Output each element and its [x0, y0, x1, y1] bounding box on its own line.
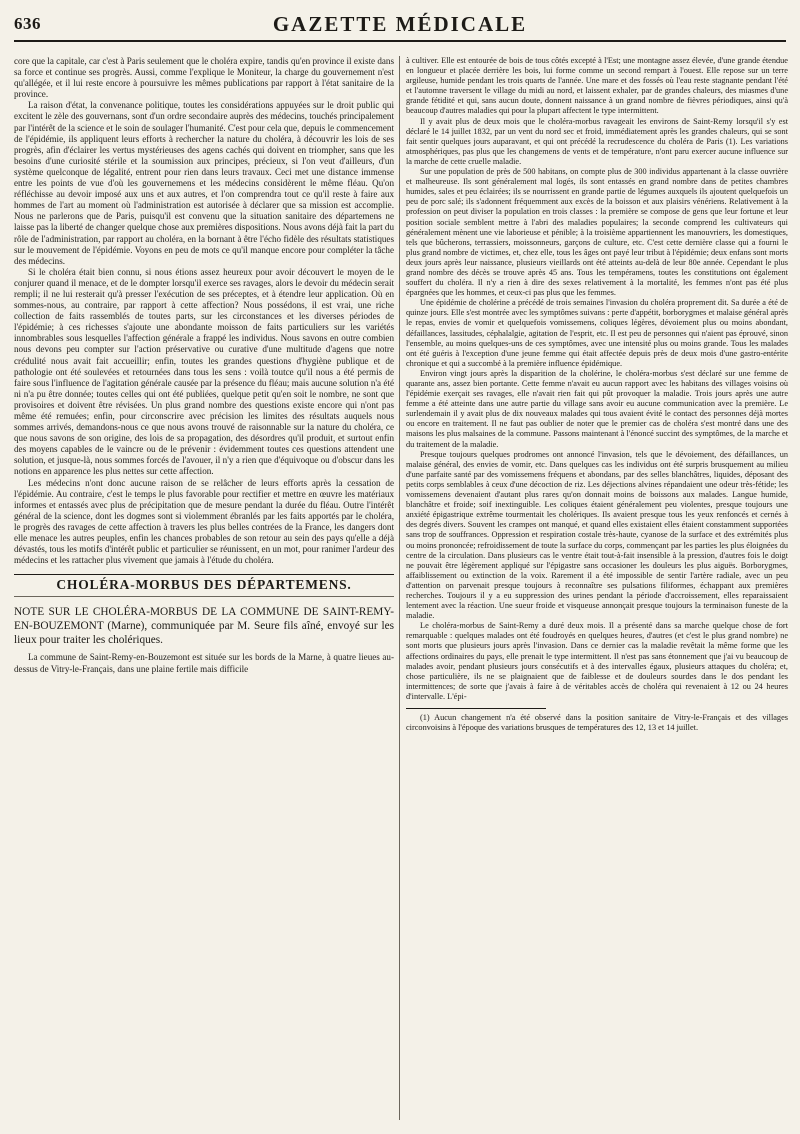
- article-paragraph: Sur une population de près de 500 habitans, on compte plus de 300 individus appartenant à la classe ouvrière et malheureuse. Ils sont généralement mal logés, ils sont entassés en grand nombre dans de petites chambres humides, sales et peu éclairées; ils se nourrissent en grande partie de légumes auxquels ils ajoutent quelquefois un peu de porc salé; ils s'adonnent fréquemment aux excès de la boisson et aux plaisirs vénériens. Relativement à la profession on peut diviser la population en trois classes : la première se compose de gens que leur fortune et leur position sociale semblent mettre à l'abri des maladies populaires; la seconde comprend les cultivateurs qui généralement mènent une vie laborieuse et pénible; à la troisième appartiennent les manouvriers, les domestiques, tels que bûcherons, terrassiers, moissonneurs, garçons de culture, etc. C'est cette dernière classe qui a fourni le plus grand nombre de victimes, et, chez elle, tous les âges ont payé leur tribut à l'épidémie; deux enfans sont morts deux jours après leur naissance, plusieurs vieillards ont été atteints au-delà de leur 80e année. Cependant le plus grand nombre des décès se trouve après 45 ans. Tous les tempéramens, toutes les constitutions ont également souffert du choléra. Il n'y a rien à dire des sexes relativement à la mortalité, les femmes n'ont pas été plus épargnées que les hommes, et ceux-ci pas plus que les femmes.: [406, 167, 788, 298]
- article-paragraph: Une épidémie de cholérine a précédé de trois semaines l'invasion du choléra proprement dit. Sa durée a été de quinze jours. Elle s'est montrée avec les symptômes suivans : perte d'appétit, borborygmes et malaise général après le repas, envies de vomir et quelquefois vomissemens, coliques légères, dévoiement plus ou moins abondant, défaillances, lassitudes, céphalalgie, agitation de l'esprit, etc. Il est peu de personnes qui n'aient pas éprouvé, sinon l'ensemble, au moins quelques-uns de ces symptômes, avec une intensité plus ou moins grande. Tous les malades ont été guéris à l'exception d'une jeune femme qui était affectée depuis près de deux mois d'une gastro-entérite chronique et qui a succombé à la première influence épidémique.: [406, 298, 788, 368]
- gazette-title: GAZETTE MÉDICALE: [272, 12, 528, 36]
- article-paragraph: à cultiver. Elle est entourée de bois de tous côtés excepté à l'Est; une montagne assez élevée, d'une grande étendue en longueur et placée derrière les bois, lui forme comme un second rempart à l'ouest. Elle repose sur un terre argileuse, humide pendant les trois quarts de l'année. Une mare et des fossés où l'eau reste stagnante pendant l'été et l'automne traversent le village du midi au nord, et laissent exhaler, par de grandes chaleurs, des miasmes d'une grande fétidité et qui, sans aucun doute, donnent naissance à un grand nombre de fièvres périodiques, ainsi qu'à beaucoup d'autres maladies qui pour la plupart affectent le type intermittent.: [406, 56, 788, 116]
- left-column: [14, 56, 394, 1126]
- article-paragraph: La raison d'état, la convenance politique, toutes les considérations appuyées sur le droit public qui excitent le zèle des gouvernans, sont d'un ordre secondaire auprès des médecins, touchés principalement par l'intérêt de la science et le soin de soulager l'humanité. C'est pour cela que, depuis le commencement de l'épidémie, ils appliquent leurs efforts à rechercher la nature du choléra, à découvrir les lois de ses progrès, afin d'éclairer les vertus mystérieuses des agens cachés qui doivent en triompher, sans que les besoins d'une curiosité stérile et la soumission aux principes, précieux, si l'on veut d'ailleurs, d'un système quelconque de légalité, entrent pour rien dans leurs travaux. Ceci met une distance immense entre les points de vue d'où les gouvernemens et les médecins considèrent le même fléau. Qu'on réfléchisse au devoir imposé aux uns et aux autres, et l'on comprendra tout ce qu'il reste à faire aux hommes de l'art au moment où l'administration est autorisée à déclarer que sa mission est accomplie. Nous ne parlerons que de Paris, puisqu'il est convenu que la situation sanitaire des départemens ne laisse pas la liberté de changer quelque chose aux premières dispositions. Nous avons déjà fait la part du rôle de l'administration, par rapport au choléra, en la bornant à être l'écho fidèle des résultats statistiques sur le mouvement de l'épidémie. Voyons en peu de mots ce qu'il manque encore pour compléter la tâche des médecins.: [14, 100, 394, 266]
- article-paragraph: La commune de Saint-Remy-en-Bouzemont est située sur les bords de la Marne, à quatre lieues au-dessus de Vitry-le-Français, dans une plaine fertile mais difficile: [14, 652, 394, 674]
- article-paragraph: core que la capitale, car c'est à Paris seulement que le choléra expire, tandis qu'en province il existe dans sa force et continue ses progrès. Aussi, comme l'explique le Moniteur, la charge du gouvernement n'est qu'allégée, et il lui reste encore à poursuivre les mêmes publications par rapport à l'état sanitaire de la province.: [14, 56, 394, 100]
- article-paragraph: Il y avait plus de deux mois que le choléra-morbus ravageait les environs de Saint-Remy lorsqu'il s'y est déclaré le 14 juillet 1832, par un vent du nord sec et froid, immédiatement après les grandes chaleurs, qui se sont fait sentir quelques jours auparavant, et qui ont précédé la recrudescence du choléra de Paris (1). Les variations atmosphériques, pas plus que les changemens de vents et de température, n'ont paru exercer aucune influence sur la marche de cette cruelle maladie.: [406, 116, 788, 166]
- page-header: [14, 6, 786, 42]
- page-number: 636: [14, 14, 41, 33]
- article-subheading: NOTE SUR LE CHOLÉRA-MORBUS DE LA COMMUNE DE SAINT-REMY-EN-BOUZEMONT (Marne), communiquée par M. Seure fils aîné, envoyé sur les lieux pour traiter les cholériques.: [14, 606, 394, 647]
- footnote: (1) Aucun changement n'a été observé dans la position sanitaire de Vitry-le-Français et des villages circonvoisins à l'époque des variations brusques de températures des 12, 13 et 14 juillet.: [406, 713, 788, 733]
- article-paragraph: Environ vingt jours après la disparition de la cholérine, le choléra-morbus s'est déclaré sur une femme de quarante ans, assez bien portante. Cette femme n'avait eu aucun rapport avec les habitans des villages voisins où l'épidémie exerçait ses ravages, elle n'avait rien fait qui pût provoquer la maladie. Trois jours après une autre femme a été atteinte dans une autre partie du village sans avoir eu aucune communication avec la première. Le surlendemain il y avait plus de dix nouveaux malades qui tous avaient évité le contact des personnes déjà mortes ou encore en traitement. Il ne faut pas oublier de noter que le premier cas de choléra s'est montré dans une des maisons les plus malsaines de la commune. Passons maintenant à l'énoncé succint des symptômes, de la marche et du traitement de la maladie.: [406, 368, 788, 449]
- section-title: CHOLÉRA-MORBUS DES DÉPARTEMENS.: [56, 577, 352, 593]
- right-column: [406, 56, 788, 1126]
- article-paragraph: Si le choléra était bien connu, si nous étions assez heureux pour avoir découvert le moyen de le conjurer quand il menace, et de le dompter lorsqu'il exerce ses ravages, alors le devoir du médecin serait rempli; il ne lui resterait qu'à presser l'exécution de ses préceptes, et à étendre leur application. Où en sommes-nous, au contraire, par rapport à cette affection? Nous possédons, il est vrai, une riche collection de faits rassemblés de toutes parts, sur les circonstances et les diverses périodes de l'épidémie; à ces richesses s'ajoute une abondante moisson de faits particuliers sur les variétés innombrables sous lesquelles l'affection générale a frappé les individus. Nous savons en outre combien nous devons peu compter sur l'action préservative ou curative d'une multitude d'agens que notre crédulité nous avait fait accueillir; enfin, toutes les grandes questions d'hygiène publique et de pathologie ont été soulevées et retournées dans tous les sens : voilà toutce qu'il nous a été permis de faire sous l'influence de l'agitation générale causée par la présence du fléau; mais aucune solution n'a été ni n'a pu être donnée; toutes celles qui ont été publiées, quelque petit qu'en soit le nombre, ne sont que provisoires et doivent être révisées. Un plus grand nombre des questions existe encore qui n'ont pas même été remuées; enfin, pour circonscrire avec précision les limites des résultats auquels nous sommes arrivés, demandons-nous ce que nous avons trouvé de raisonnable sur la nature du choléra, ce que nous savons de son origine, des lois de sa propagation, des désordres qu'il produit, et surtout enfin des moyens capables de le vaincre ou de le prévenir : évidemment toutes ces questions attendent une solution, et jusque-là, nous sommes forcés de l'avouer, il n'y a rien que d'équivoque ou d'obscur dans les notions en apparence les plus nettes sur cette affection.: [14, 266, 394, 477]
- article-paragraph: Le choléra-morbus de Saint-Remy a duré deux mois. Il a présenté dans sa marche quelque chose de fort remarquable : quelques malades ont été foudroyés en quelques heures, d'autres (et c'est le plus grand nombre) ne sont morts que plusieurs jours après l'invasion. Dans ce dernier cas la maladie revêtait la même forme que les affections ordinaires du pays, elle prenait le type intermittent. Il n'est pas sans étonnement que j'ai vu beaucoup de malades avoir, pendant plusieurs jours consécutifs et à des intervalles égaux, plusieurs attaques du choléra; et, chose particulière, ils ne se plaignaient que de faiblesse et de douleurs sourdes dans le dos pendant les intermittences; de sorte que j'avais à faire à de véritables accès de choléra qui revenaient à 12 ou 24 heures d'intervalle. L'épi-: [406, 621, 788, 701]
- column-divider: [399, 56, 400, 1120]
- article-paragraph: Presque toujours quelques prodromes ont annoncé l'invasion, tels que le dévoiement, des défaillances, un malaise général, des envies de vomir, etc. Dans quelques cas les individus ont été surpris brusquement au milieu d'une parfaite santé par des vomissemens fréquens et abondans, par des selles blanchâtres, liquides, déposant des petits corps semblables à ceux d'une décoction de riz. Les déjections alvines répandaient une odeur très-fétide; les vomissemens devenaient d'autant plus rares qu'on donnait moins de boissons aux malades. Langue humide, blanchâtre et froide; soif inextinguible. Les coliques étaient généralement peu violentes, presque toujours une anxiété épigastrique extrême tourmentait les cholériques. Ils avaient presque tous les yeux renfoncés et cernés à des degrés divers. Souvent les crampes ont manqué, et quand elles existaient elles étaient constamment supportées sans trop de souffrances. Oppression et respiration costale très-haute, cyanose de la surface et des extrémités plus ou moins prononcée; refroidissement de toute la surface du corps, commençant par les parties les plus éloignées du centre de la circulation. Dans plusieurs cas le ventre était tout-à-fait insensible à la pression, d'autres fois le doigt ne pouvait être légèrement appliqué sur l'épigastre sans occasioner les douleurs les plus aiguës. Borborygmes, affaiblissement ou extinction de la voix. Rarement il a été impossible de sentir l'artère radiale, avec un peu d'attention on parvenait presque toujours à reconnaître ses pulsations filiformes, échappant aux premières recherches. Toujours il y a eu suppression des urines pendant la période d'accroissement, elles reparaissaient lentement avec la réaction. Une sueur froide et visqueuse annonçait presque toujours la terminaison funeste de la maladie.: [406, 449, 788, 621]
- footnote-divider: [406, 708, 546, 709]
- section-divider-thin: [14, 596, 394, 597]
- article-paragraph: Les médecins n'ont donc aucune raison de se relâcher de leurs efforts après la cessation de l'épidémie. Au contraire, c'est le temps le plus favorable pour rectifier et mettre en œuvre les matériaux informes et entassés avec plus de précipitation que de mesure pendant la durée du fléau. Outre l'intérêt général de la science, dont les dogmes sont si violemment ébranlés par les faits apportés par le choléra, le progrès des ravages de cette affection à travers les plus belles contrées de la France, les dangers dont elle menace les autres peuples, enfin les chances probables de son retour au sein des pays qu'elle a déjà dévastés, tous les motifs d'intérêt public et particulier se réunissent, en un mot, pour ranimer l'ardeur des médecins et les rattacher plus vivement que jamais à l'étude du choléra.: [14, 477, 394, 566]
- section-divider: [14, 574, 394, 575]
